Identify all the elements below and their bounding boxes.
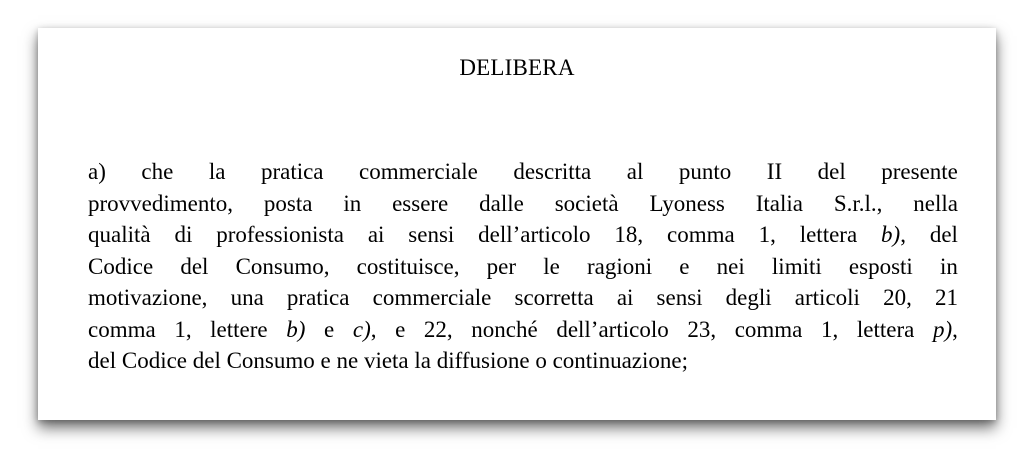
paragraph-word: dell’articolo xyxy=(556,316,669,342)
paragraph-word: 21 xyxy=(934,285,958,310)
paragraph-word: motivazione, xyxy=(88,285,208,310)
paragraph-word: del xyxy=(817,159,846,184)
paragraph-line xyxy=(88,251,958,283)
paragraph-word: di xyxy=(174,222,193,247)
paragraph-word: punto xyxy=(678,159,732,184)
paragraph-word: una xyxy=(230,285,264,310)
paragraph-word: b) xyxy=(286,316,306,342)
paragraph-word: limiti xyxy=(771,253,822,279)
paragraph-word: Codice xyxy=(88,253,154,279)
paragraph-word: lettera xyxy=(799,222,858,247)
paragraph-word: sensi xyxy=(408,222,455,247)
paragraph-word: esposti xyxy=(848,253,913,279)
paragraph-word: articoli xyxy=(794,285,860,310)
paragraph-word: p), xyxy=(932,316,958,342)
paragraph-word: professionista xyxy=(216,222,344,247)
paragraph-word: pratica xyxy=(286,285,350,310)
paragraph-word: b), xyxy=(881,222,906,247)
paragraph-word: ai xyxy=(367,222,385,247)
paragraph-word: comma xyxy=(734,316,803,342)
paragraph-word: e xyxy=(324,316,335,342)
paragraph-word: del xyxy=(180,253,209,279)
paragraph-line xyxy=(88,156,958,188)
paragraph-word: ai xyxy=(616,285,634,310)
deliberation-paragraph xyxy=(88,156,958,377)
paragraph-word: II xyxy=(766,159,783,184)
paragraph-line xyxy=(88,282,958,314)
paragraph-line xyxy=(88,314,958,346)
paragraph-word: società xyxy=(554,190,619,216)
paragraph-word: S.r.l., xyxy=(833,190,883,216)
paragraph-word: scorretta xyxy=(514,285,594,310)
paragraph-word: in xyxy=(939,253,958,279)
document-page xyxy=(38,28,996,420)
paragraph-word: 20, xyxy=(883,285,912,310)
paragraph-word: degli xyxy=(725,285,772,310)
paragraph-word: le xyxy=(543,253,560,279)
paragraph-word: e xyxy=(395,316,406,342)
paragraph-word: commerciale xyxy=(372,285,492,310)
paragraph-word: 22, xyxy=(423,316,453,342)
paragraph-word: nei xyxy=(716,253,745,279)
paragraph-word: nella xyxy=(913,190,958,216)
paragraph-line-text: del Codice del Consumo e ne vieta la diffusione o continuazione; xyxy=(88,348,688,373)
paragraph-word: la xyxy=(208,159,226,184)
paragraph-word: 1, xyxy=(821,316,839,342)
paragraph-word: e xyxy=(679,253,690,279)
paragraph-word: ragioni xyxy=(586,253,653,279)
paragraph-word: Italia xyxy=(755,190,803,216)
paragraph-word: posta xyxy=(263,190,313,216)
paragraph-line xyxy=(88,188,958,220)
paragraph-word: 18, xyxy=(614,222,644,247)
document-heading: DELIBERA xyxy=(459,55,575,80)
paragraph-word: comma xyxy=(667,222,735,247)
paragraph-word: al xyxy=(626,159,644,184)
paragraph-line-last xyxy=(88,345,958,377)
paragraph-word: provvedimento, xyxy=(88,190,233,216)
paragraph-word: descritta xyxy=(513,159,592,184)
paragraph-word: 1, xyxy=(758,222,776,247)
paragraph-word: Lyoness xyxy=(649,190,725,216)
paragraph-word: per xyxy=(486,253,517,279)
paragraph-word: presente xyxy=(881,159,958,184)
paragraph-word: dalle xyxy=(479,190,524,216)
paragraph-word: pratica xyxy=(260,159,324,184)
paragraph-word: a) xyxy=(88,159,106,184)
paragraph-word: che xyxy=(141,159,174,184)
paragraph-word: lettere xyxy=(210,316,268,342)
paragraph-word: lettera xyxy=(856,316,915,342)
paragraph-word: 1, xyxy=(174,316,192,342)
paragraph-word: essere xyxy=(392,190,449,216)
paragraph-word: in xyxy=(343,190,362,216)
paragraph-word: nonché xyxy=(471,316,538,342)
paragraph-word: commerciale xyxy=(359,159,478,184)
paragraph-word: c), xyxy=(352,316,377,342)
paragraph-word: del xyxy=(929,222,958,247)
paragraph-word: comma xyxy=(88,316,156,342)
paragraph-word: costituisce, xyxy=(356,253,460,279)
paragraph-word: Consumo, xyxy=(235,253,330,279)
paragraph-word: dell’articolo xyxy=(478,222,591,247)
paragraph-word: qualità xyxy=(88,222,151,247)
paragraph-word: sensi xyxy=(656,285,703,310)
paragraph-line xyxy=(88,219,958,251)
paragraph-word: 23, xyxy=(687,316,717,342)
